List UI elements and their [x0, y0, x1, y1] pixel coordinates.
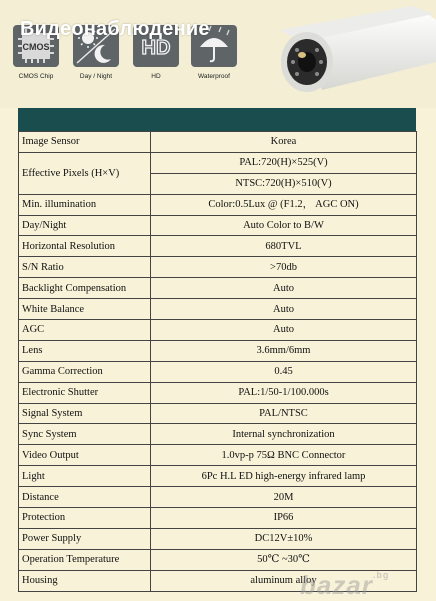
table-row — [19, 549, 417, 570]
table-row — [19, 361, 417, 382]
table-row — [19, 236, 417, 257]
spec-value: Auto — [151, 320, 417, 341]
spec-value: >70db — [151, 257, 417, 278]
spec-value: DC12V±10% — [151, 528, 417, 549]
spec-value: IP66 — [151, 508, 417, 529]
spec-label: Backlight Compensation — [19, 278, 151, 299]
table-row — [19, 194, 417, 215]
spec-value: 1.0vp-p 75Ω BNC Connector — [151, 445, 417, 466]
table-row — [19, 487, 417, 508]
table-row — [19, 215, 417, 236]
cmos-badge: CMOS — [22, 42, 50, 52]
table-row — [19, 340, 417, 361]
spec-value: Auto Color to B/W — [151, 215, 417, 236]
spec-label: Sync System — [19, 424, 151, 445]
spec-value: 0.45 — [151, 361, 417, 382]
spec-label: S/N Ratio — [19, 257, 151, 278]
camera-product-image — [262, 0, 436, 108]
product-header — [0, 0, 436, 108]
spec-label: Light — [19, 466, 151, 487]
spec-label: Lens — [19, 340, 151, 361]
spec-label: Protection — [19, 508, 151, 529]
spec-label: Signal System — [19, 403, 151, 424]
spec-value: Auto — [151, 278, 417, 299]
table-row — [19, 278, 417, 299]
bazar-watermark-text: bazar — [300, 570, 373, 600]
bazar-watermark — [300, 570, 389, 601]
table-row — [19, 424, 417, 445]
spec-label: Operation Temperature — [19, 549, 151, 570]
spec-value: aluminum alloy — [151, 570, 417, 591]
table-row — [19, 132, 417, 153]
table-header-band — [18, 108, 416, 131]
table-row — [19, 382, 417, 403]
spec-value: 50℃ ~30℃ — [151, 549, 417, 570]
spec-value: PAL/NTSC — [151, 403, 417, 424]
table-row — [19, 528, 417, 549]
table-row — [19, 152, 417, 173]
spec-label: Electronic Shutter — [19, 382, 151, 403]
feature-label: HD — [151, 73, 161, 80]
spec-label: Horizontal Resolution — [19, 236, 151, 257]
table-row — [19, 320, 417, 341]
spec-table — [18, 131, 417, 592]
feature-label: CMOS Chip — [18, 73, 54, 80]
spec-label: Effective Pixels (H×V) — [19, 152, 151, 194]
spec-label: Housing — [19, 570, 151, 591]
spec-value: 6Pc H.L ED high-energy infrared lamp — [151, 466, 417, 487]
spec-label: Image Sensor — [19, 132, 151, 153]
spec-value: PAL:1/50-1/100.000s — [151, 382, 417, 403]
table-row — [19, 508, 417, 529]
spec-value: Internal synchronization — [151, 424, 417, 445]
spec-value: PAL:720(H)×525(V) — [151, 152, 417, 173]
spec-label: White Balance — [19, 299, 151, 320]
spec-value: Color:0.5Lux @ (F1.2， AGC ON) — [151, 194, 417, 215]
spec-label: Power Supply — [19, 528, 151, 549]
spec-value: Auto — [151, 299, 417, 320]
spec-value: NTSC:720(H)×510(V) — [151, 173, 417, 194]
spec-label: Video Output — [19, 445, 151, 466]
spec-label: Min. illumination — [19, 194, 151, 215]
table-row — [19, 445, 417, 466]
site-watermark: Видеонаблюдение — [20, 18, 210, 40]
bazar-watermark-suffix: .bg — [372, 570, 390, 580]
spec-label: Day/Night — [19, 215, 151, 236]
spec-label: Distance — [19, 487, 151, 508]
table-row — [19, 299, 417, 320]
feature-label: Waterproof — [198, 73, 230, 80]
feature-label: Day / Night — [79, 73, 113, 80]
table-row — [19, 466, 417, 487]
spec-value: 3.6mm/6mm — [151, 340, 417, 361]
spec-value: 680TVL — [151, 236, 417, 257]
table-row — [19, 403, 417, 424]
spec-label: AGC — [19, 320, 151, 341]
spec-value: 20M — [151, 487, 417, 508]
table-row — [19, 257, 417, 278]
spec-label: Gamma Correction — [19, 361, 151, 382]
spec-value: Korea — [151, 132, 417, 153]
hd-badge: HD — [141, 37, 171, 59]
